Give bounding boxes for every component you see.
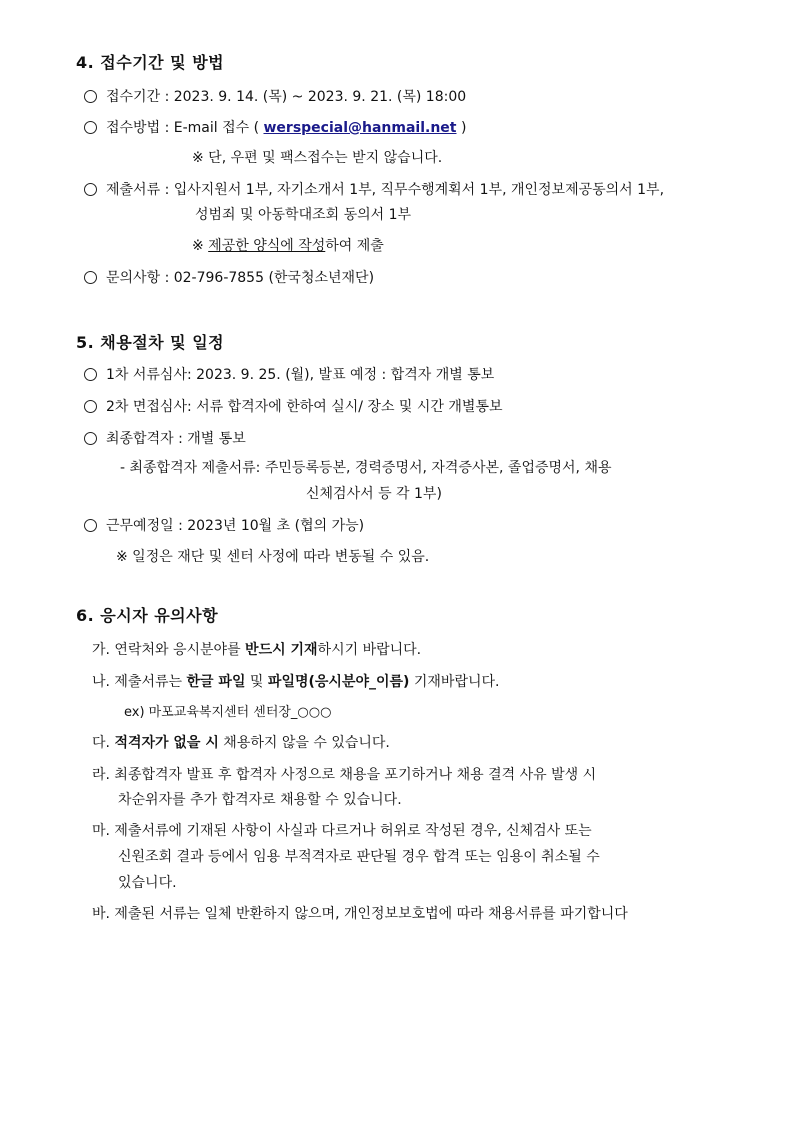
section-5-title: 5. 채용절차 및 일정 — [76, 333, 225, 352]
circle-bullet-icon — [84, 400, 97, 413]
item-ma-1: 마. 제출서류에 기재된 사항이 사실과 다르거나 허위로 작성된 경우, 신체검사 또는 — [92, 823, 592, 839]
docs-row — [84, 180, 664, 200]
item-na-bold-2: 파일명(응시분야_이름) — [267, 674, 410, 690]
docs-note — [192, 236, 384, 256]
step2-row — [84, 397, 503, 417]
circle-bullet-icon — [84, 183, 97, 196]
method-suffix: ) — [456, 120, 467, 136]
item-na-prefix: 나. 제출서류는 — [92, 674, 187, 690]
contact-value: : 02-796-7855 (한국청소년재단) — [164, 270, 375, 286]
item-da-bold: 적격자가 없을 시 — [114, 735, 219, 751]
item-na-bold-1: 한글 파일 — [186, 674, 246, 690]
circle-bullet-icon — [84, 432, 97, 445]
item-ba: 바. 제출된 서류는 일체 반환하지 않으며, 개인정보보호법에 따라 채용서류를 파기합니다 — [92, 906, 628, 922]
period-row — [84, 87, 466, 107]
item-ga-bold: 반드시 기재 — [245, 642, 318, 658]
item-ra-2: 차순위자를 추가 합격자로 채용할 수 있습니다. — [118, 792, 402, 808]
method-note: ※ 단, 우편 및 팩스접수는 받지 않습니다. — [192, 150, 443, 166]
circle-bullet-icon — [84, 519, 97, 532]
docs-value-2: 성범죄 및 아동학대조회 동의서 1부 — [195, 207, 412, 223]
schedule-note: ※ 일정은 재단 및 센터 사정에 따라 변동될 수 있음. — [116, 549, 430, 565]
docs-note-suffix: 하여 제출 — [325, 238, 384, 254]
contact-label: 문의사항 — [106, 270, 161, 286]
item-na — [92, 672, 499, 692]
section-4-title: 4. 접수기간 및 방법 — [76, 53, 225, 72]
start-date-text: 근무예정일 : 2023년 10월 초 (협의 가능) — [106, 518, 365, 534]
final-docs-2: 신체검사서 등 각 1부) — [306, 486, 442, 502]
circle-bullet-icon — [84, 90, 97, 103]
method-prefix: : E-mail 접수 ( — [164, 120, 264, 136]
docs-note-prefix: ※ — [192, 238, 209, 254]
item-ma-3: 있습니다. — [118, 875, 177, 891]
method-row — [84, 118, 466, 138]
period-label: 접수기간 — [106, 89, 161, 105]
item-ga — [92, 640, 421, 660]
docs-note-underlined: 제공한 양식에 작성 — [208, 238, 326, 254]
final-row — [84, 429, 246, 449]
item-ra-1: 라. 최종합격자 발표 후 합격자 사정으로 채용을 포기하거나 채용 결격 사유 발생 시 — [92, 767, 597, 783]
method-label: 접수방법 — [106, 120, 161, 136]
period-value: : 2023. 9. 14. (목) ~ 2023. 9. 21. (목) 18:00 — [164, 89, 467, 105]
docs-value-1: : 입사지원서 1부, 자기소개서 1부, 직무수행계획서 1부, 개인정보제공동의서 1부, — [164, 182, 665, 198]
final-text: 최종합격자 : 개별 통보 — [106, 431, 246, 447]
item-ga-prefix: 가. 연락처와 응시분야를 — [92, 642, 246, 658]
email-link[interactable]: werspecial@hanmail.net — [263, 120, 457, 136]
step1-text: 1차 서류심사: 2023. 9. 25. (월), 발표 예정 : 합격자 개별 통보 — [106, 367, 495, 383]
docs-label: 제출서류 — [106, 182, 161, 198]
item-ga-suffix: 하시기 바랍니다. — [317, 642, 422, 658]
item-da-suffix: 채용하지 않을 수 있습니다. — [218, 735, 390, 751]
circle-bullet-icon — [84, 271, 97, 284]
item-na-mid: 및 — [245, 674, 268, 690]
item-da-prefix: 다. — [92, 735, 115, 751]
final-docs-1: - 최종합격자 제출서류: 주민등록등본, 경력증명서, 자격증사본, 졸업증명서, 채용 — [120, 460, 612, 476]
section-6-title: 6. 응시자 유의사항 — [76, 606, 219, 625]
step2-text: 2차 면접심사: 서류 합격자에 한하여 실시/ 장소 및 시간 개별통보 — [106, 399, 503, 415]
step1-row — [84, 365, 494, 385]
item-na-suffix: 기재바랍니다. — [409, 674, 500, 690]
circle-bullet-icon — [84, 121, 97, 134]
item-na-example: ex) 마포교육복지센터 센터장_○○○ — [124, 705, 332, 720]
item-da — [92, 733, 390, 753]
contact-row — [84, 268, 374, 288]
start-date-row — [84, 516, 364, 536]
item-ma-2: 신원조회 결과 등에서 임용 부적격자로 판단될 경우 합격 또는 임용이 취소될 수 — [118, 849, 600, 865]
circle-bullet-icon — [84, 368, 97, 381]
